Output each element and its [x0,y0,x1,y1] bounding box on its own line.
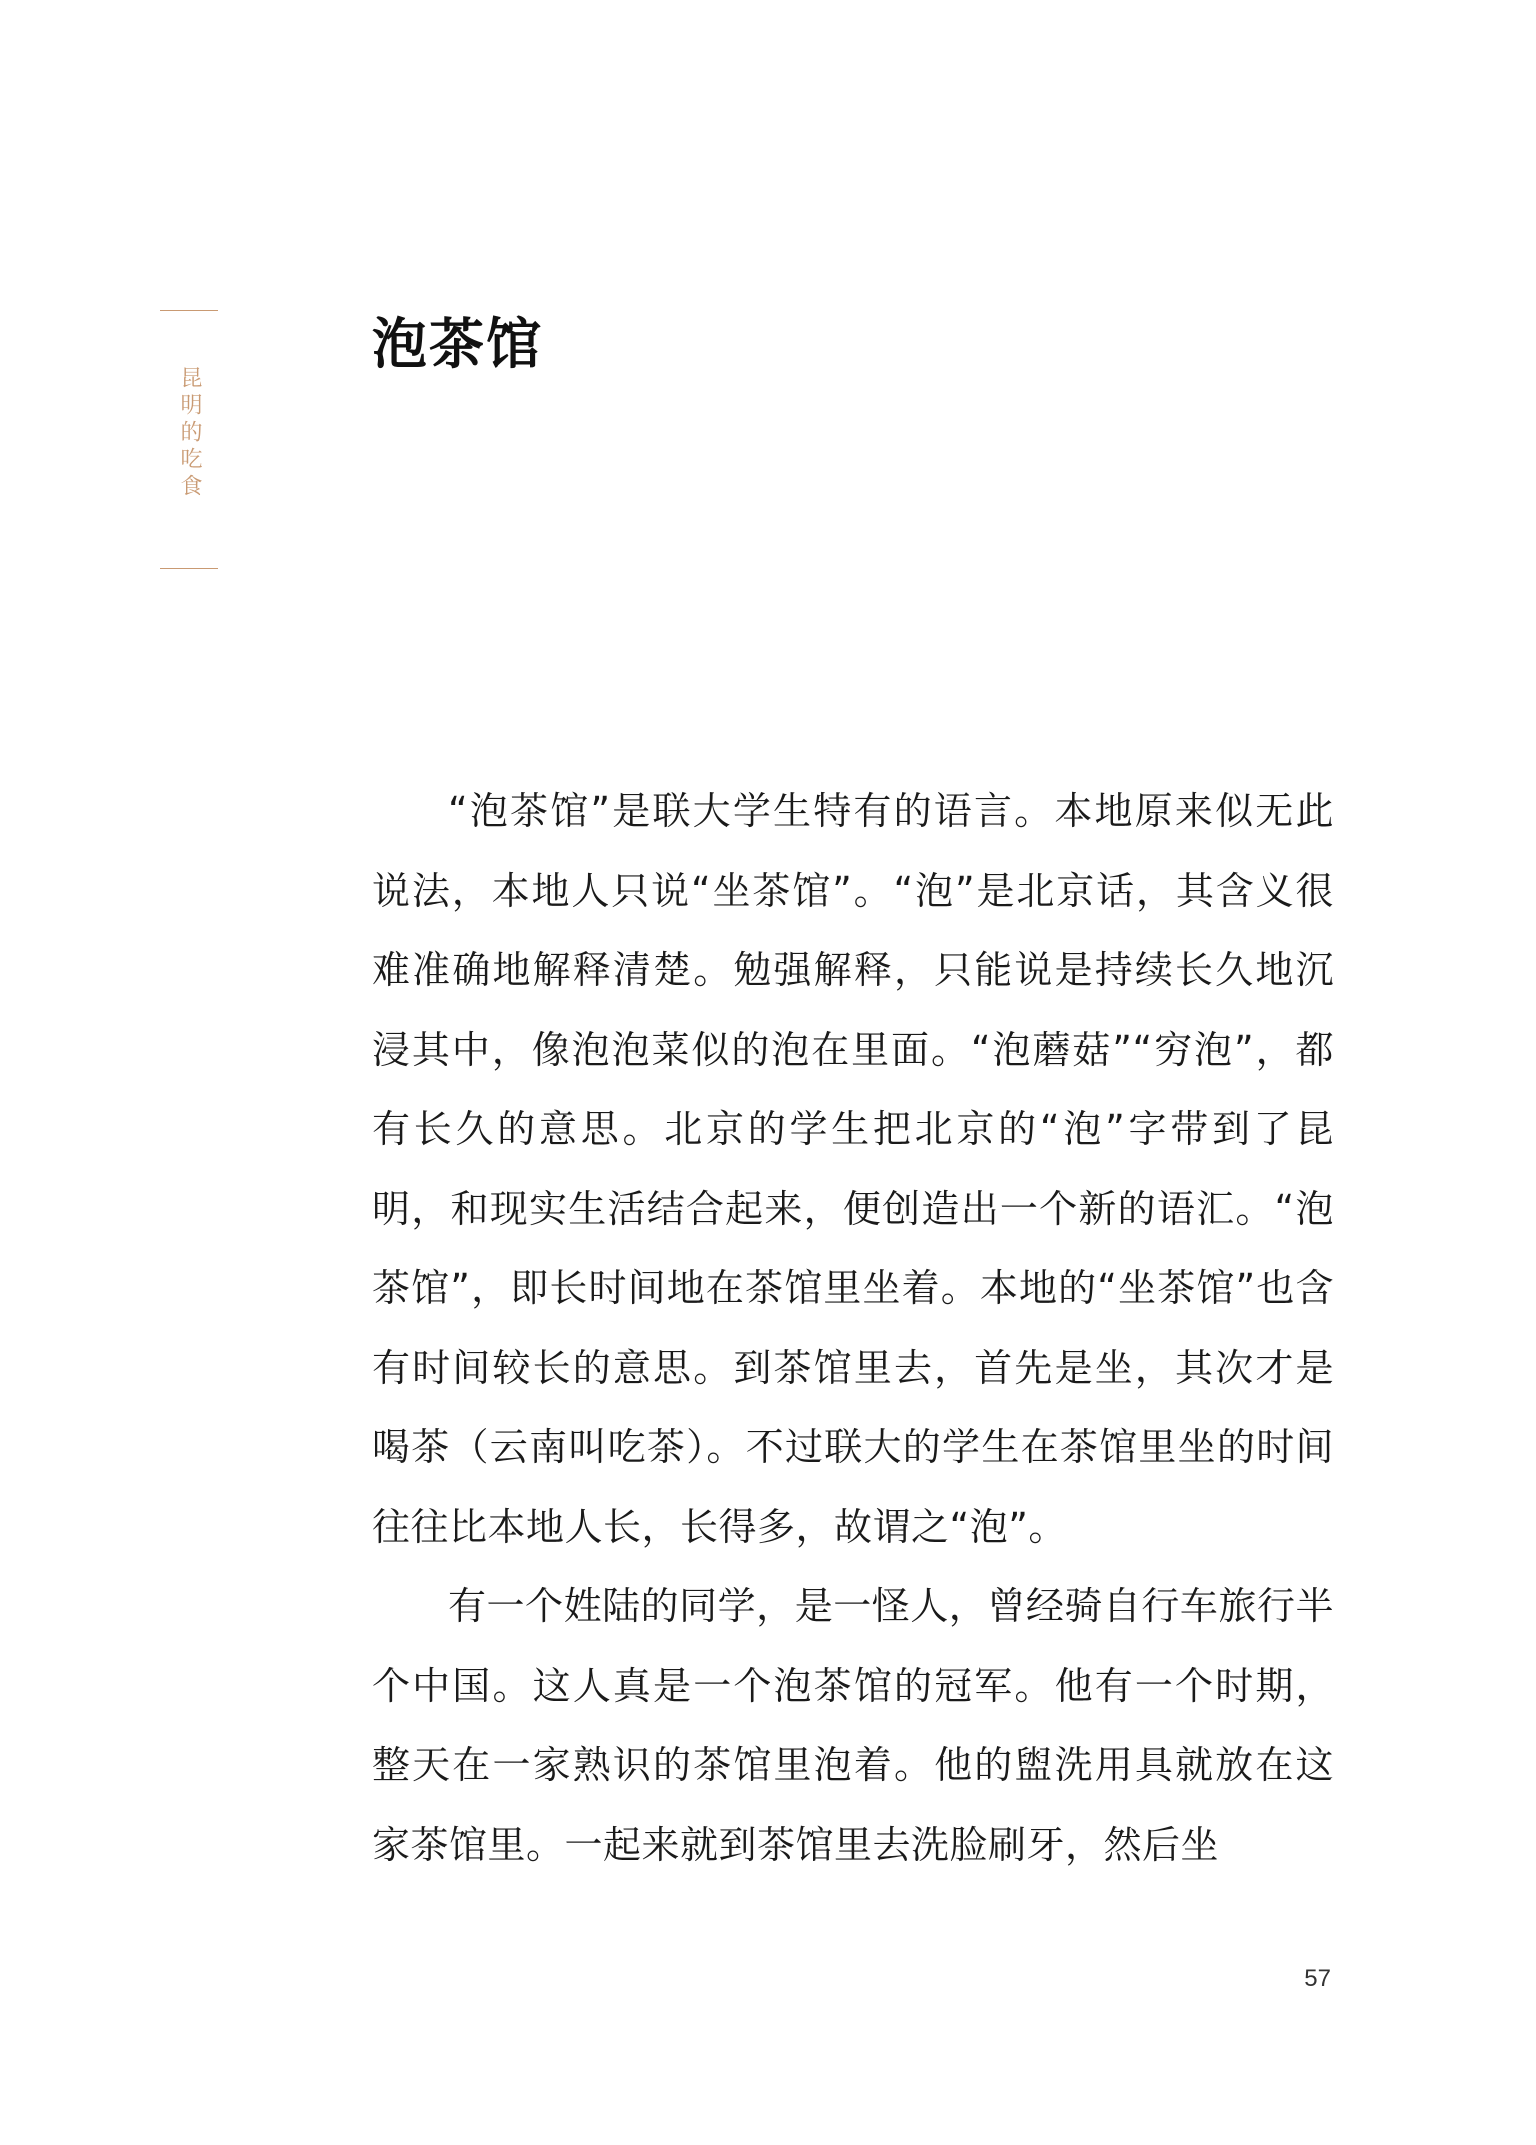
running-head-top-rule [160,310,218,311]
running-head-bottom-rule [160,568,218,569]
running-head-text: 昆明的吃食 [177,366,202,501]
page-number: 57 [1304,1965,1331,1992]
body-text [372,772,1334,1885]
paragraph-1: “泡茶馆”是联大学生特有的语言。本地原来似无此说法，本地人只说“坐茶馆”。“泡”是北京话，其含义很难准确地解释清楚。勉强解释，只能说是持续长久地沉浸其中，像泡泡菜似的泡在里面。“泡蘑菇”“穷泡”，都有长久的意思。北京的学生把北京的“泡”字带到了昆明，和现实生活结合起来，便创造出一个新的语汇。“泡茶馆”，即长时间地在茶馆里坐着。本地的“坐茶馆”也含有时间较长的意思。到茶馆里去，首先是坐，其次才是喝茶（云南叫吃茶）。不过联大的学生在茶馆里坐的时间往往比本地人长，长得多，故谓之“泡”。 [372,789,1334,1549]
chapter-title: 泡茶馆 [372,312,544,376]
running-head [160,310,220,575]
paragraph-2: 有一个姓陆的同学，是一怪人，曾经骑自行车旅行半个中国。这人真是一个泡茶馆的冠军。他有一个时期，整天在一家熟识的茶馆里泡着。他的盥洗用具就放在这家茶馆里。一起来就到茶馆里去洗脸刷牙，然后坐 [372,1584,1334,1867]
